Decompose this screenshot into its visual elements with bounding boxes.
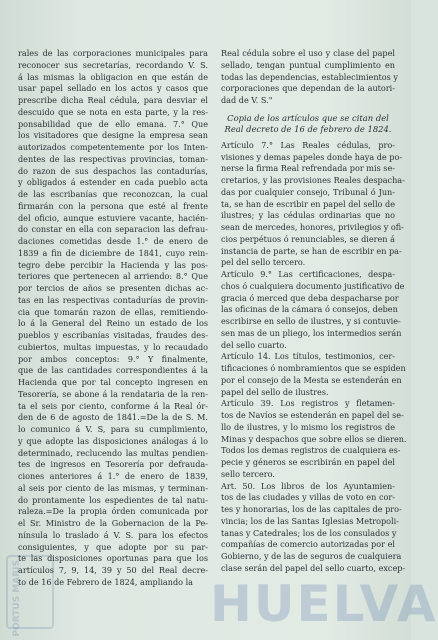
text-line: cia que tomarán razon de ellas, remitiendo- [18,306,208,317]
text-line: artículos 7, 9, 14, 39 y 50 del Real decre- [18,565,208,575]
right-column-articles [221,139,407,575]
text-line: firmarán con la persona que esté al frente [18,200,208,211]
text-line: del sello cuarto. [221,339,287,350]
text-line: 1839 a fin de diciembre de 1841, cuyo rein- [18,247,208,258]
text-line: pel del sello tercero. [221,257,306,268]
text-line: sellado, tengan puntual cumplimiento en [221,59,395,70]
text-line: reconocer sus secretarías, recordando V. S. [18,59,208,70]
text-line: sen mas de un pliego, los intermedios serán [221,327,402,338]
text-line: cretarios, y las provisiones Reales despacha- [221,175,405,185]
text-line: do razon de sus despachos las contadurías, [18,165,208,176]
text-line: tos de las ciudades y villas de voto en cor- [221,492,395,503]
text-line: Art. 50. Los libros de los Ayuntamien- [221,480,395,491]
text-line: sean de mercedes, honores, privilegios y ofi- [221,222,404,232]
text-line: cios perpétuos ó renunciables, se dieren á [221,233,395,244]
text-line: do prontamente los espedientes de tal natu- [18,494,208,505]
text-line: llo de ilustres, y lo mismo los registros de [221,421,395,432]
text-line: ta, se han de escribir en papel del sello de [221,198,395,209]
text-line: Artículo 7.° Las Reales cédulas, pro- [221,139,395,150]
text-line: tes de ingresos en Tesorería por defrauda- [18,459,208,470]
text-line: vincia; los de las Santas Iglesias Metropoli- [221,515,399,526]
text-line: Gobierno, y de las de seguros de cualquiera [221,551,402,561]
text-line: Artículo 14. Los títulos, testimonios, cer- [221,351,395,362]
text-line: de las escribanías que reconozcan, la cual [18,189,208,199]
text-line: Artículo 9.° Las certificaciones, despa- [221,269,395,279]
right-column-intro [221,48,398,107]
text-line: por el consejo de la Mesta se estenderán en [221,374,402,385]
text-line: nerse la firma Real refrendada por mis se- [221,163,395,174]
text-line: ta el seis por ciento, conforme á la Real ór- [18,400,208,411]
text-line: y que adopte las disposiciones análogas á lo [18,435,208,446]
text-line: Todos los demas registros de cualquiera es- [221,445,401,456]
text-line: dad de V. S." [221,95,273,105]
text-line: autorizados competentemente por los Inten- [18,142,208,152]
text-line: cubiertos, multas impuestas, y lo recaudado [18,341,208,352]
text-line: tos de Navíos se estenderán en papel del se- [221,410,404,420]
text-line: raleza.=De la propia órden comunicada por [18,506,208,517]
text-line: te las disposiciones oportunas para que los [18,553,208,564]
text-line: corporaciones que dependan de la autori- [221,83,395,94]
text-line: ponsabilidad que de ello emana. 7.° Que [18,118,208,129]
text-line: den de 6 de agosto de 1841.=De la de S. M. [18,412,208,423]
text-line: tificaciones ó nombramientos que se espiden [221,363,406,373]
text-line: al seis por ciento de las mismas, y terminan- [18,482,208,493]
text-line: tas en las respectivas contadurías de provin- [18,294,208,305]
text-line: tegro debe percibir la Hacienda y las pos- [18,259,208,270]
text-line: usar papel sellado en los actos y casos que [18,83,208,94]
text-line: Artículo 39. Los registros y fletamen- [221,398,395,409]
text-line: por tercios de años se presenten dichas ac- [18,283,208,293]
text-line: nínsula lo traslado á V. S. para los efectos [18,529,208,540]
text-line: que de las cantidades correspondientes á la [18,365,208,376]
text-line: pecie y géneros se escribirán en papel del [221,457,395,467]
right-column [221,48,407,575]
text-line: tanas y Catedrales; los de los consulados y [221,527,397,538]
text-line: visiones y demas papeles donde haya de po- [221,151,403,162]
text-line: dentes de las respectivas provincias, toman- [18,153,208,164]
text-line: instancia de parte, se han de escribir en pa- [221,245,402,256]
text-line: do constar en ella con separacion las defrau- [18,224,208,235]
text-line: Real cédula sobre el uso y clase del papel [221,48,395,58]
text-line: descuido que se nota en esta parte, y la res- [18,106,208,117]
text-line: chos ó cualquiera documento justificativo de [221,280,405,291]
text-line: todas las dependencias, establecimientos y [221,71,398,82]
text-line: teriores que pertenecen al arriendo: 8.° Que [18,271,208,282]
text-line: lo á la General del Reino un estado de los [18,318,208,329]
text-line: sello tercero. [221,468,275,479]
text-line: Tesorería, se abone á la rendataria de la ren- [18,388,208,399]
text-line: to de 16 de Febrero de 1824, ampliando la [18,576,193,587]
text-line: lo comunico á V. S, para su cumplimiento, [18,424,208,434]
text-line: escribirse en sello de ilustres, y si contuvie- [221,316,401,326]
text-line: gracia ó merced que deba despacharse por [221,292,399,303]
text-line: determinado, reclucendo las multas pendien- [18,447,208,458]
text-line: el Sr. Ministro de la Gobernacion de la Pe- [18,518,208,528]
text-line: Hacienda que por tal concepto ingresen en [18,377,208,387]
left-column [18,48,208,589]
articles-title: Copia de los artículos que se citan del Real decreto de 16 de febrero de 1824. [224,112,392,135]
text-line: los visitadores que designe la empresa sean [18,130,208,141]
text-line: compañías de comercio autorizadas por el [221,539,395,550]
text-line: clase serán del papel del sello cuarto, excep- [221,562,406,573]
text-line: prescribe dicha Real cédula, para desviar el [18,95,208,105]
text-line: rales de las corporaciones municipales para [18,48,208,58]
text-line: ilustres; y las cédulas ordinarias que no [221,210,395,221]
text-line: á las mismas la obligacion en que están de [18,71,208,82]
text-line: consiguientes, y que adopte por su par- [18,541,208,552]
text-line: ciones anteriores á 1.° de enero de 1839, [18,471,208,481]
text-line: pueblos y escribanías visitadas, fraudes des- [18,330,208,340]
text-line: por ambos conceptos: 9.° Y finalmente, [18,353,208,364]
text-line: tes y honorarias, los de las capitales de pro- [221,504,402,514]
text-line: daciones cometidas desde 1.° de enero de [18,236,208,246]
text-line: Minas y despachos que sobre ellos se dieren. [221,433,407,444]
text-line: das por cualquier consejo, Tribunal ó Jun- [221,186,395,197]
text-line: papel del sello de ilustres. [221,386,329,397]
text-line: las oficinas de la cámara ó consejos, deben [221,304,398,315]
text-line: del oficio, aunque estuviere vacante, hacién- [18,212,208,223]
seal-text: PORTUS MARIS [12,560,22,637]
text-line: y obligados á estender en cada pueblo acta [18,177,208,188]
archive-watermark: HUELVA [210,575,438,633]
